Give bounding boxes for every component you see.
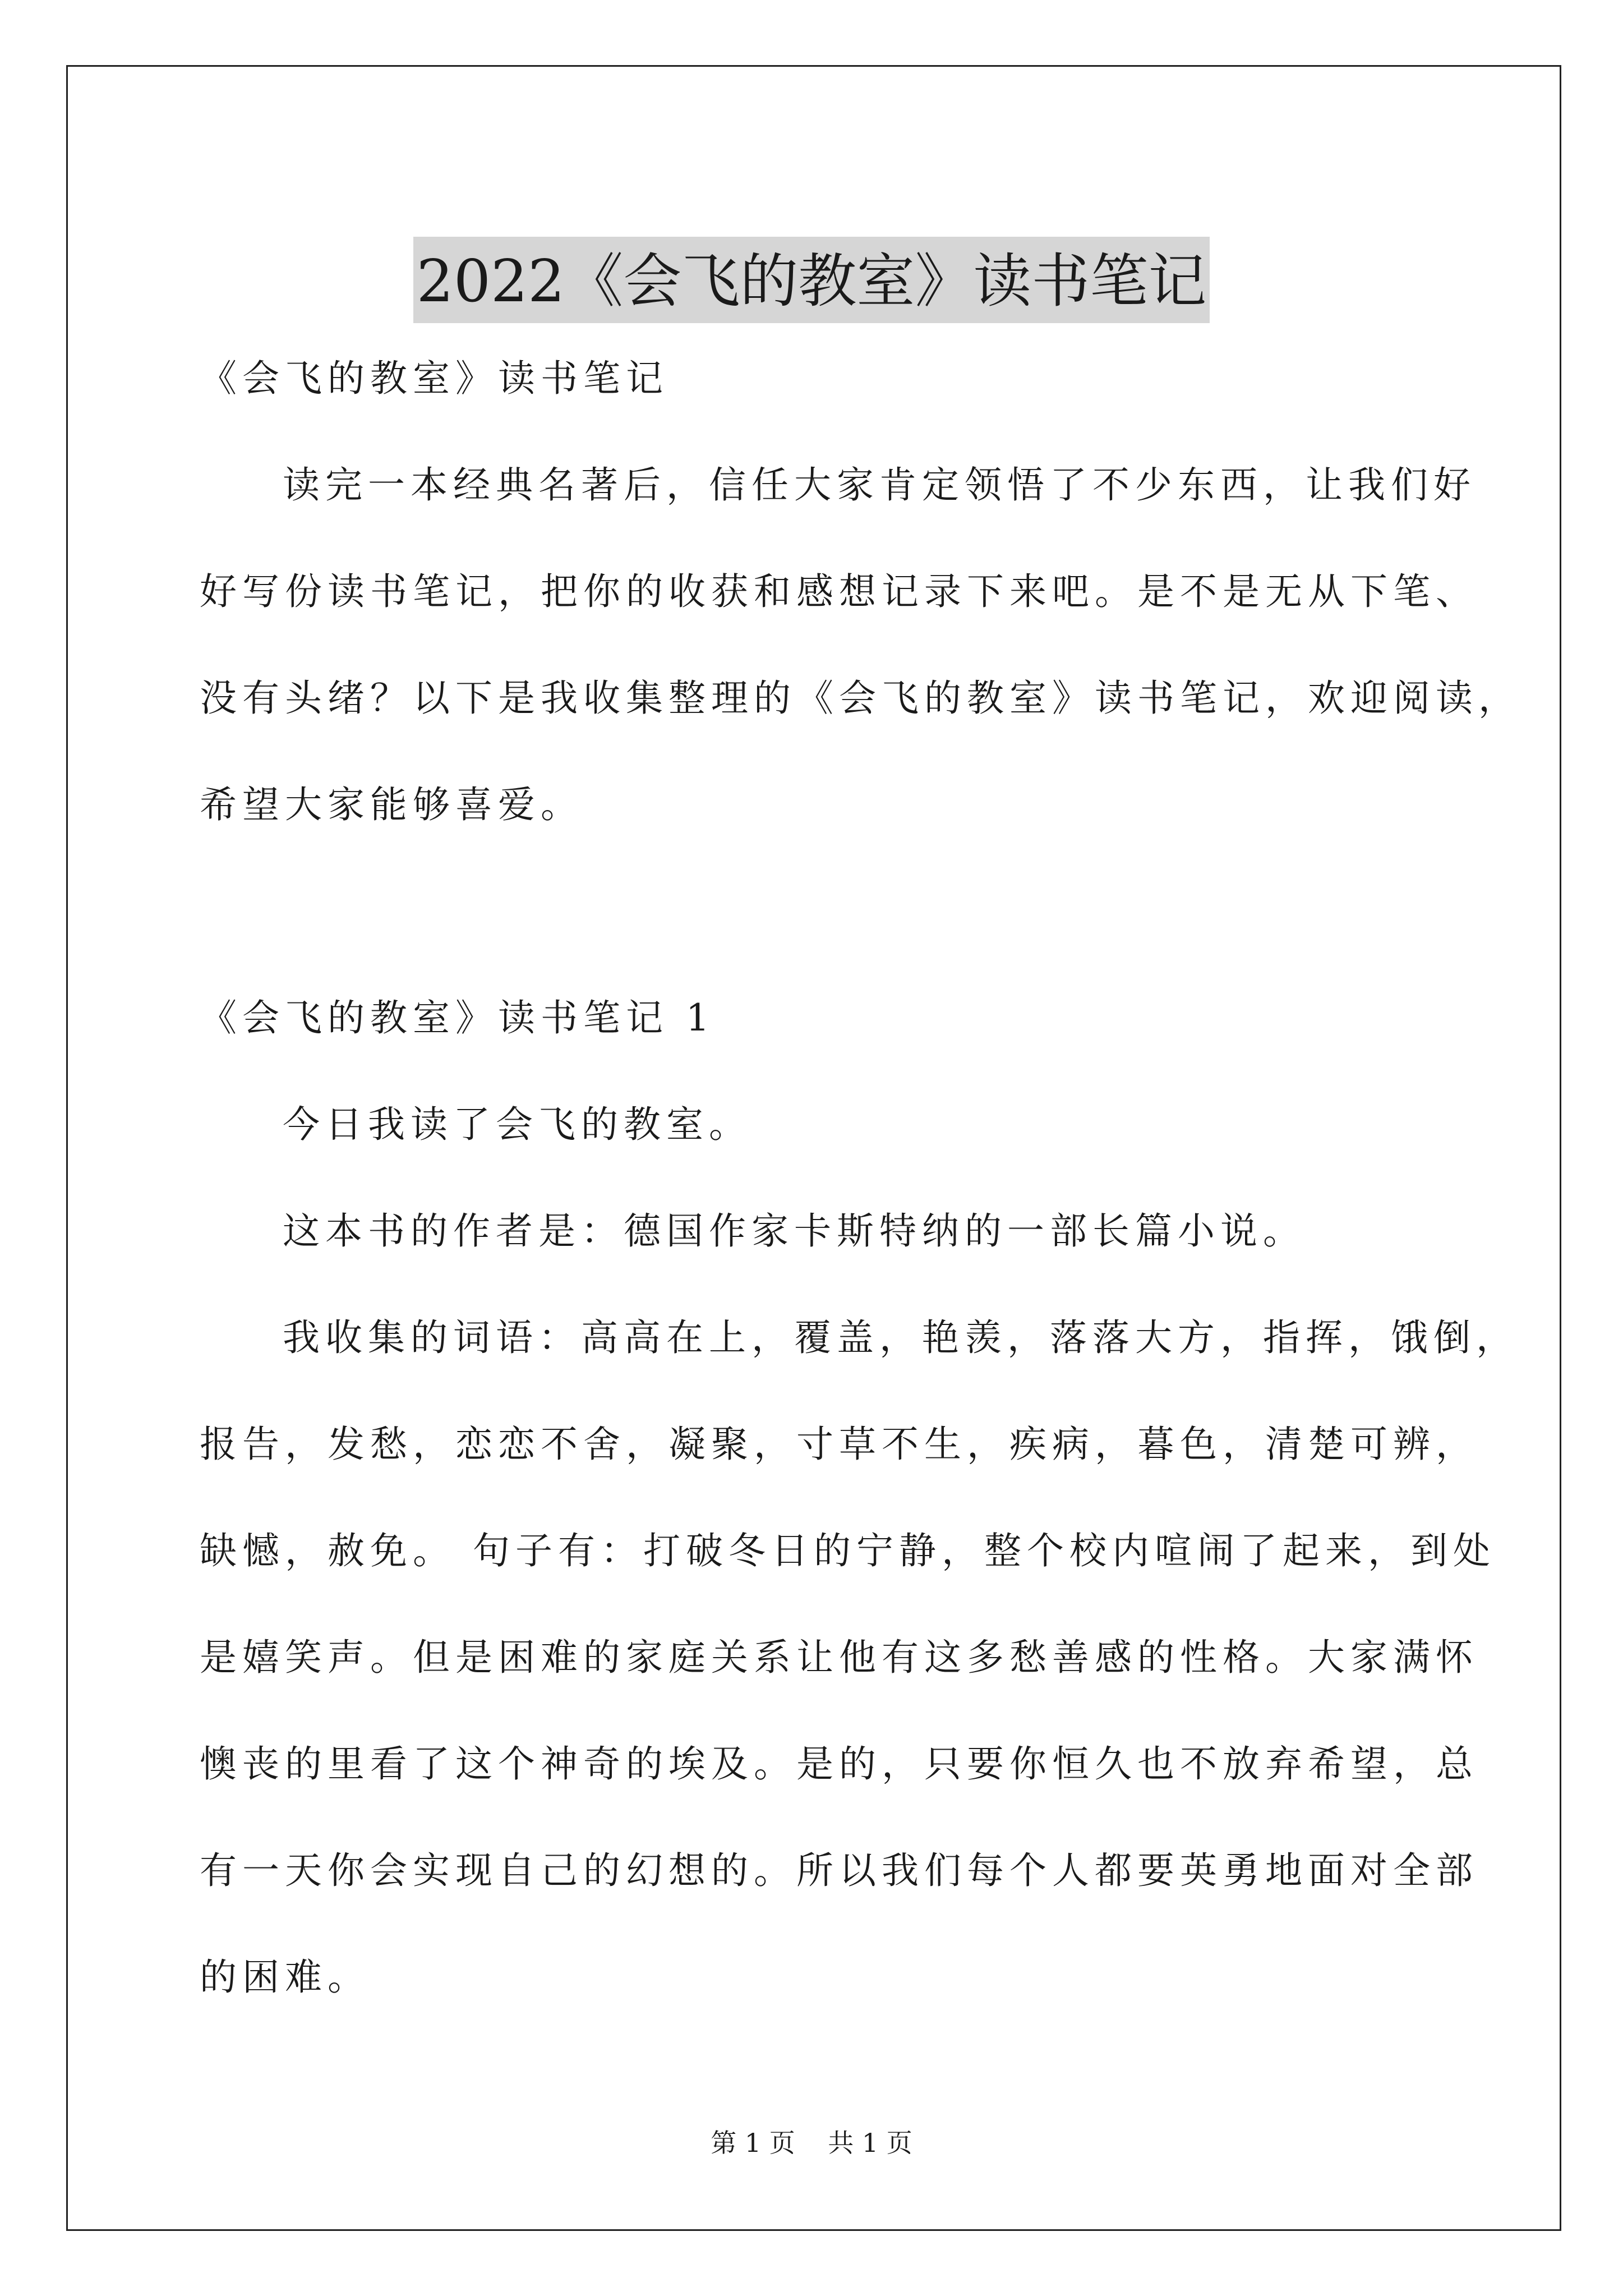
- intro-paragraph: [200, 432, 1521, 858]
- body-line: 的困难。: [200, 1955, 370, 1999]
- body-line: 今日我读了会飞的教室。: [283, 1103, 751, 1146]
- intro-line: 读完一本经典名著后，信任大家肯定领悟了不少东西，让我们好: [283, 463, 1476, 507]
- intro-line: 希望大家能够喜爱。: [200, 783, 583, 826]
- section-heading-block: [200, 965, 1456, 1071]
- section-heading: 《会飞的教室》读书笔记 1: [200, 996, 715, 1039]
- intro-line: 没有头绪？以下是我收集整理的《会飞的教室》读书笔记，欢迎阅读，: [200, 677, 1521, 720]
- body-line: 缺憾，赦免。 句子有：打破冬日的宁静，整个校内喧闹了起来，到处: [200, 1529, 1496, 1572]
- intro-line: 好写份读书笔记，把你的收获和感想记录下来吧。是不是无从下笔、: [200, 570, 1478, 613]
- body-line: 报告，发愁，恋恋不舍，凝聚，寸草不生，疾病，暮色，清楚可辨，: [200, 1423, 1478, 1466]
- body-line: 有一天你会实现自己的幻想的。所以我们每个人都要英勇地面对全部: [200, 1849, 1478, 1892]
- body-line: 这本书的作者是：德国作家卡斯特纳的一部长篇小说。: [283, 1209, 1306, 1253]
- document-subtitle: 《会飞的教室》读书笔记: [200, 357, 668, 400]
- body-line: 懊丧的里看了这个神奇的埃及。是的，只要你恒久也不放弃希望，总: [200, 1742, 1478, 1786]
- body-text: [200, 1071, 1519, 2031]
- document-title: 2022《会飞的教室》读书笔记: [413, 237, 1210, 323]
- body-line: 是嬉笑声。但是困难的家庭关系让他有这多愁善感的性格。大家满怀: [200, 1636, 1478, 1679]
- body-line: 我收集的词语：高高在上，覆盖，艳羡，落落大方，指挥，饿倒，: [283, 1316, 1519, 1359]
- page-number-footer: 第 1 页 共 1 页: [711, 2128, 912, 2158]
- subtitle-block: [200, 325, 1456, 432]
